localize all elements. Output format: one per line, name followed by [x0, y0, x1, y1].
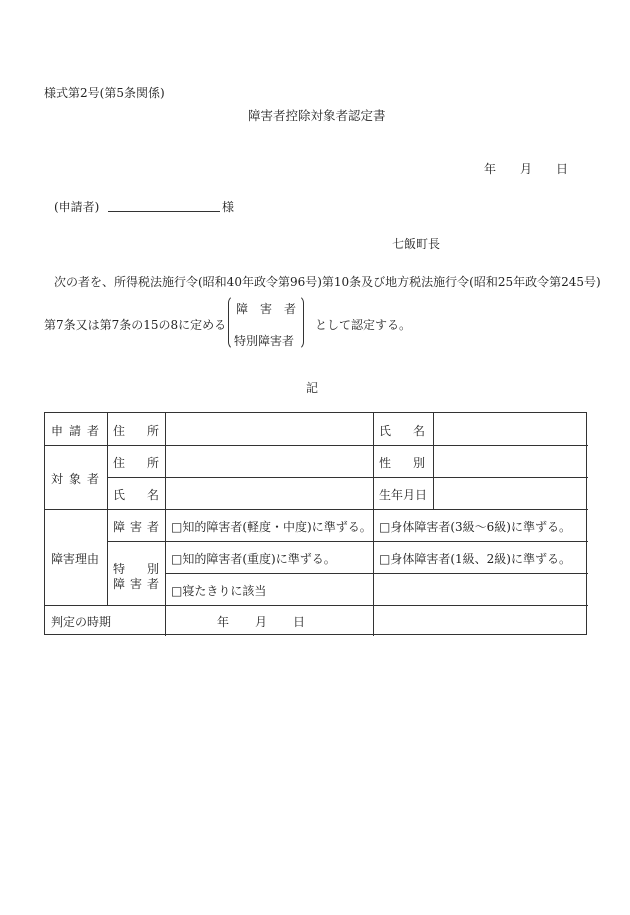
reason-row-label: 障害理由 [51, 552, 100, 566]
subject-gender-field[interactable] [434, 446, 587, 477]
subject-birthdate-label: 生年月日 [379, 488, 428, 502]
subject-gender-label: 性 別 [379, 456, 425, 470]
applicant-label: (申請者) [54, 200, 100, 214]
subject-address-field[interactable] [166, 446, 372, 477]
applicant-address-field[interactable] [166, 414, 372, 445]
disabled-category-label: 障 害 者 [113, 520, 159, 534]
subject-name-field[interactable] [166, 478, 372, 509]
option-intellectual-severe[interactable]: □知的障害者(重度)に準ずる。 [171, 552, 336, 566]
body-text-line2-suffix: として認定する。 [315, 318, 412, 332]
year-label: 年 [484, 162, 497, 176]
applicant-row-label: 申 請 者 [51, 424, 99, 438]
option-intellectual-mild[interactable]: □知的障害者(軽度・中度)に準ずる。 [171, 520, 372, 534]
applicant-name-line[interactable] [108, 211, 220, 212]
option-bedridden[interactable]: □寝たきりに該当 [171, 584, 267, 598]
day-label: 日 [556, 162, 569, 176]
ki-heading: 記 [306, 381, 319, 395]
applicant-honorific: 様 [222, 200, 235, 214]
document-title: 障害者控除対象者認定書 [248, 108, 386, 123]
subject-address-label: 住 所 [113, 456, 159, 470]
month-label: 月 [520, 162, 533, 176]
body-text-line2-prefix: 第7条又は第7条の15の8に定める [44, 318, 227, 332]
judgment-period-label: 判定の時期 [51, 615, 112, 629]
applicant-address-label: 住 所 [113, 424, 159, 438]
judgment-date[interactable]: 年 月 日 [217, 615, 306, 629]
certification-table [44, 412, 587, 635]
special-category-label-2: 障 害 者 [113, 577, 159, 591]
subject-name-label: 氏 名 [113, 488, 159, 502]
applicant-name-field[interactable] [434, 414, 587, 445]
option-physical-1-2[interactable]: □身体障害者(1級、2級)に準ずる。 [379, 552, 571, 566]
special-category-label-1: 特 別 [113, 562, 159, 576]
body-text-line1: 次の者を、所得税法施行令(昭和40年政令第96号)第10条及び地方税法施行令(昭和25年政令第245号) [54, 275, 601, 289]
bracket-option-special: 特別障害者 [234, 334, 295, 348]
issuer-name: 七飯町長 [392, 237, 441, 251]
issue-date [484, 160, 568, 177]
subject-row-label: 対 象 者 [51, 472, 99, 486]
form-number-label: 様式第2号(第5条関係) [44, 86, 165, 100]
option-physical-3-6[interactable]: □身体障害者(3級～6級)に準ずる。 [379, 520, 571, 534]
bracket-option-disabled: 障 害 者 [236, 302, 296, 316]
applicant-name-label: 氏 名 [379, 424, 425, 438]
subject-birthdate-field[interactable] [434, 478, 587, 509]
